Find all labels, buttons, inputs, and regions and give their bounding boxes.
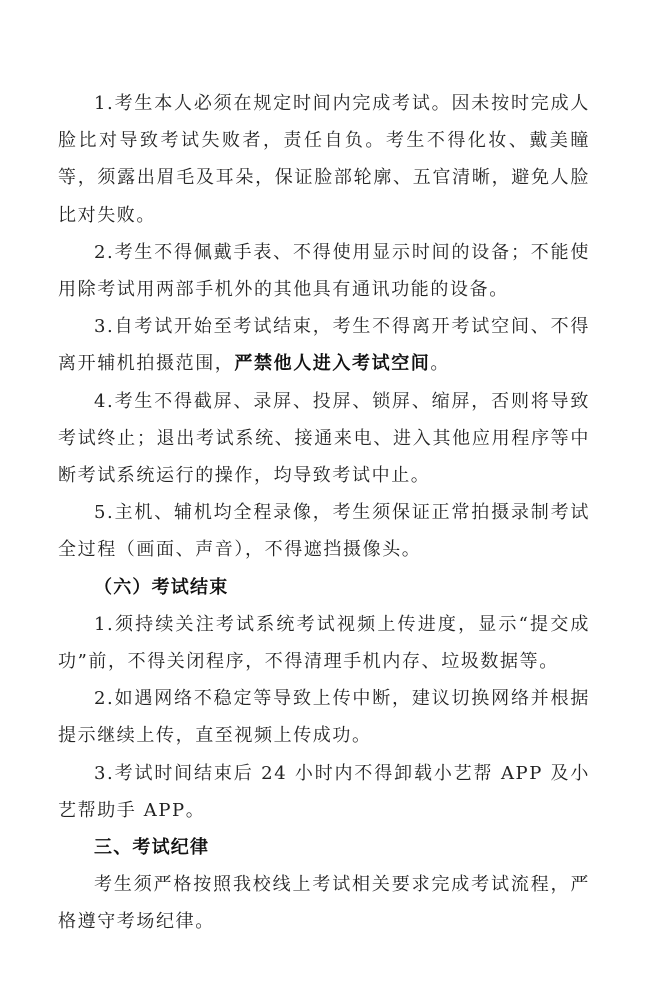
- rule-paragraph-1: 1.考生本人必须在规定时间内完成考试。因未按时完成人脸比对导致考试失败者，责任自负。考生不得化妆、戴美瞳等，须露出眉毛及耳朵，保证脸部轮廓、五官清晰，避免人脸比对失败。: [58, 93, 590, 226]
- rule-paragraph-2: 2.考生不得佩戴手表、不得使用显示时间的设备；不能使用除考试用两部手机外的其他具有通讯功能的设备。: [58, 241, 590, 301]
- rule-paragraph-3-text: 3.自考试开始至考试结束，考生不得离开考试空间、不得离开辅机拍摄范围，: [58, 316, 590, 375]
- rule-paragraph-5: 5.主机、辅机均全程录像，考生须保证正常拍摄录制考试全过程（画面、声音），不得遮挡摄像头。: [58, 502, 590, 561]
- rule-paragraph-3-end: 。: [430, 353, 451, 375]
- exam-end-paragraph-3: 3.考试时间结束后 24 小时内不得卸载小艺帮 APP 及小艺帮助手 APP。: [58, 762, 590, 821]
- discipline-paragraph: 考生须严格按照我校线上考试相关要求完成考试流程，严格遵守考场纪律。: [58, 874, 590, 933]
- rule-paragraph-3: [58, 308, 590, 382]
- rule-paragraph-4: 4.考生不得截屏、录屏、投屏、锁屏、缩屏，否则将导致考试终止；退出考试系统、接通来电、进入其他应用程序等中断考试系统运行的操作，均导致考试中止。: [58, 390, 590, 487]
- exam-end-paragraph-1: 1.须持续关注考试系统考试视频上传进度，显示“提交成功”前，不得关闭程序，不得清理手机内存、垃圾数据等。: [58, 613, 590, 673]
- section-heading-exam-discipline: 三、考试纪律: [94, 837, 210, 859]
- rule-paragraph-3-emphasis: 严禁他人进入考试空间: [234, 353, 431, 375]
- document-page: [58, 85, 590, 941]
- section-heading-exam-end: （六）考试结束: [94, 576, 229, 598]
- exam-end-paragraph-2: 2.如遇网络不稳定等导致上传中断，建议切换网络并根据提示继续上传，直至视频上传成功。: [58, 688, 590, 747]
